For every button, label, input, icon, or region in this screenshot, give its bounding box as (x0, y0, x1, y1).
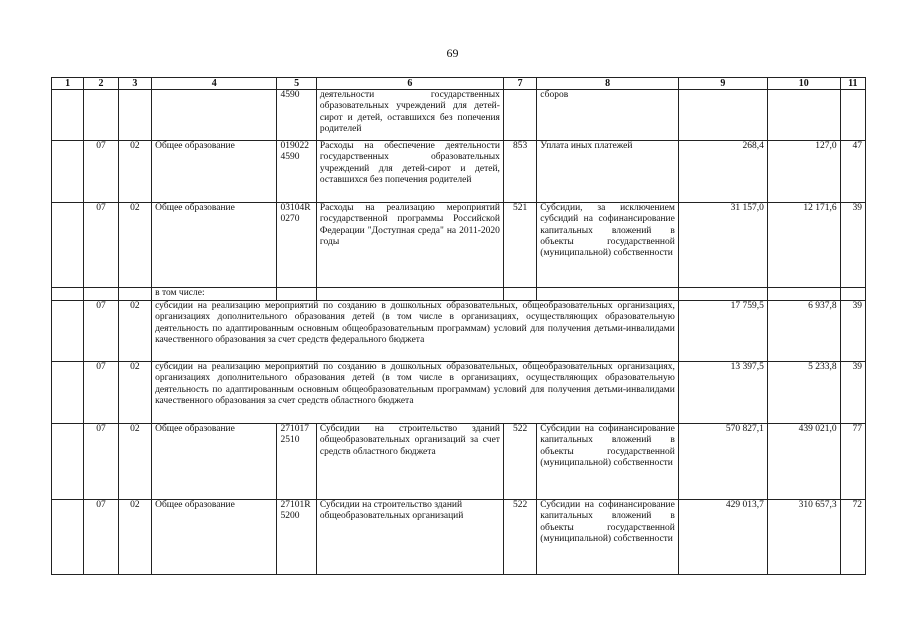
cell-description: деятельности государственных образовательных учреждений для детей-сирот и детей, оставшихся без попечения родителей (316, 90, 503, 141)
cell-amount-10: 12 171,6 (767, 203, 840, 288)
cell-name: Общее образование (152, 500, 277, 575)
cell-amount-10: 439 021,0 (767, 424, 840, 500)
cell-target-code: 03104R 0270 (277, 203, 316, 288)
table-row (52, 301, 866, 362)
cell-amount-10: 5 233,8 (767, 362, 840, 424)
cell-subsection: 02 (118, 362, 151, 424)
cell-expense-type: 522 (503, 500, 536, 575)
cell-amount-9: 268,4 (678, 141, 767, 203)
cell-name (152, 90, 277, 141)
cell-amount-10: 6 937,8 (767, 301, 840, 362)
cell-col1 (52, 424, 84, 500)
column-header-9: 9 (678, 78, 767, 90)
page-number: 69 (446, 46, 459, 60)
cell-subsidy-description: субсидии на реализацию мероприятий по созданию в дошкольных образовательных, общеобразовательных организациях, организациях дополнительного образования детей (в том числе в организациях, осуществляющих образовательную деятельность по адаптированным основным общеобразовательным программам) условий для получения детьми-инвалидами качественного образования за счет средств областного бюджета (152, 362, 679, 424)
cell-name: Общее образование (152, 424, 277, 500)
cell-target-code: 019022 4590 (277, 141, 316, 203)
cell-percent: 72 (840, 500, 865, 575)
column-header-5: 5 (277, 78, 316, 90)
cell-amount-10 (767, 90, 840, 141)
cell-name: Общее образование (152, 141, 277, 203)
cell-section: 07 (84, 362, 118, 424)
cell-section: 07 (84, 500, 118, 575)
table-row (52, 424, 866, 500)
cell-section: 07 (84, 424, 118, 500)
cell-col1 (52, 500, 84, 575)
cell-section: 07 (84, 141, 118, 203)
cell-expense-name: Субсидии на софинансирование капитальных вложений в объекты государственной (муниципальной) собственности (537, 500, 679, 575)
cell-target-code: 27101R 5200 (277, 500, 316, 575)
cell-amount-10: 310 657,3 (767, 500, 840, 575)
column-header-8: 8 (537, 78, 679, 90)
cell-expense-name: Уплата иных платежей (537, 141, 679, 203)
cell-percent: 77 (840, 424, 865, 500)
cell-col1 (52, 90, 84, 141)
cell-expense-type: 853 (503, 141, 536, 203)
cell-subsidy-description: субсидии на реализацию мероприятий по созданию в дошкольных образовательных, общеобразовательных организациях, организациях дополнительного образования детей (в том числе в организациях, осуществляющих образовательную деятельность по адаптированным основным общеобразовательным программам) условий для получения детьми-инвалидами качественного образования за счет средств федерального бюджета (152, 301, 679, 362)
column-header-2: 2 (84, 78, 118, 90)
budget-table (51, 77, 866, 575)
cell-percent: 39 (840, 203, 865, 288)
table-row (52, 288, 866, 301)
cell-col1 (52, 141, 84, 203)
column-header-11: 11 (840, 78, 865, 90)
cell-subsection: 02 (118, 141, 151, 203)
cell-amount-9: 31 157,0 (678, 203, 767, 288)
cell-subsection: 02 (118, 301, 151, 362)
cell-expense-type (503, 90, 536, 141)
table-row (52, 141, 866, 203)
cell-target-code: 271017 2510 (277, 424, 316, 500)
column-header-6: 6 (316, 78, 503, 90)
column-header-1: 1 (52, 78, 84, 90)
cell-target-code: 4590 (277, 90, 316, 141)
cell-description: Субсидии на строительство зданий общеобразовательных организаций за счет средств областного бюджета (316, 424, 503, 500)
cell-percent: 39 (840, 301, 865, 362)
cell-subsection (118, 90, 151, 141)
column-header-4: 4 (152, 78, 277, 90)
table-row (52, 362, 866, 424)
column-header-row (52, 78, 866, 90)
cell-expense-name: Субсидии, за исключением субсидий на софинансирование капитальных вложений в объекты государственной (муниципальной) собственности (537, 203, 679, 288)
cell-percent (840, 90, 865, 141)
cell-section: 07 (84, 203, 118, 288)
table-row (52, 203, 866, 288)
table-row (52, 90, 866, 141)
cell-expense-name: сборов (537, 90, 679, 141)
column-header-7: 7 (503, 78, 536, 90)
cell-expense-type: 522 (503, 424, 536, 500)
cell-section (84, 90, 118, 141)
cell-amount-9: 17 759,5 (678, 301, 767, 362)
cell-amount-9: 13 397,5 (678, 362, 767, 424)
cell-amount-9: 570 827,1 (678, 424, 767, 500)
cell-description: Субсидии на строительство зданий общеобразовательных организаций (316, 500, 503, 575)
including-label: в том числе: (152, 288, 277, 301)
cell-subsection: 02 (118, 203, 151, 288)
cell-amount-9 (678, 90, 767, 141)
table-row (52, 500, 866, 575)
cell-expense-type: 521 (503, 203, 536, 288)
column-header-10: 10 (767, 78, 840, 90)
cell-amount-9: 429 013,7 (678, 500, 767, 575)
cell-subsection: 02 (118, 424, 151, 500)
cell-subsection: 02 (118, 500, 151, 575)
cell-expense-name: Субсидии на софинансирование капитальных вложений в объекты государственной (муниципальной) собственности (537, 424, 679, 500)
cell-amount-10: 127,0 (767, 141, 840, 203)
cell-section: 07 (84, 301, 118, 362)
cell-description: Расходы на реализацию мероприятий государственной программы Российской Федерации "Доступная среда" на 2011-2020 годы (316, 203, 503, 288)
cell-description: Расходы на обеспечение деятельности государственных образовательных учреждений для детей-сирот и детей, оставшихся без попечения родителей (316, 141, 503, 203)
cell-name: Общее образование (152, 203, 277, 288)
cell-percent: 47 (840, 141, 865, 203)
column-header-3: 3 (118, 78, 151, 90)
cell-col1 (52, 203, 84, 288)
cell-percent: 39 (840, 362, 865, 424)
